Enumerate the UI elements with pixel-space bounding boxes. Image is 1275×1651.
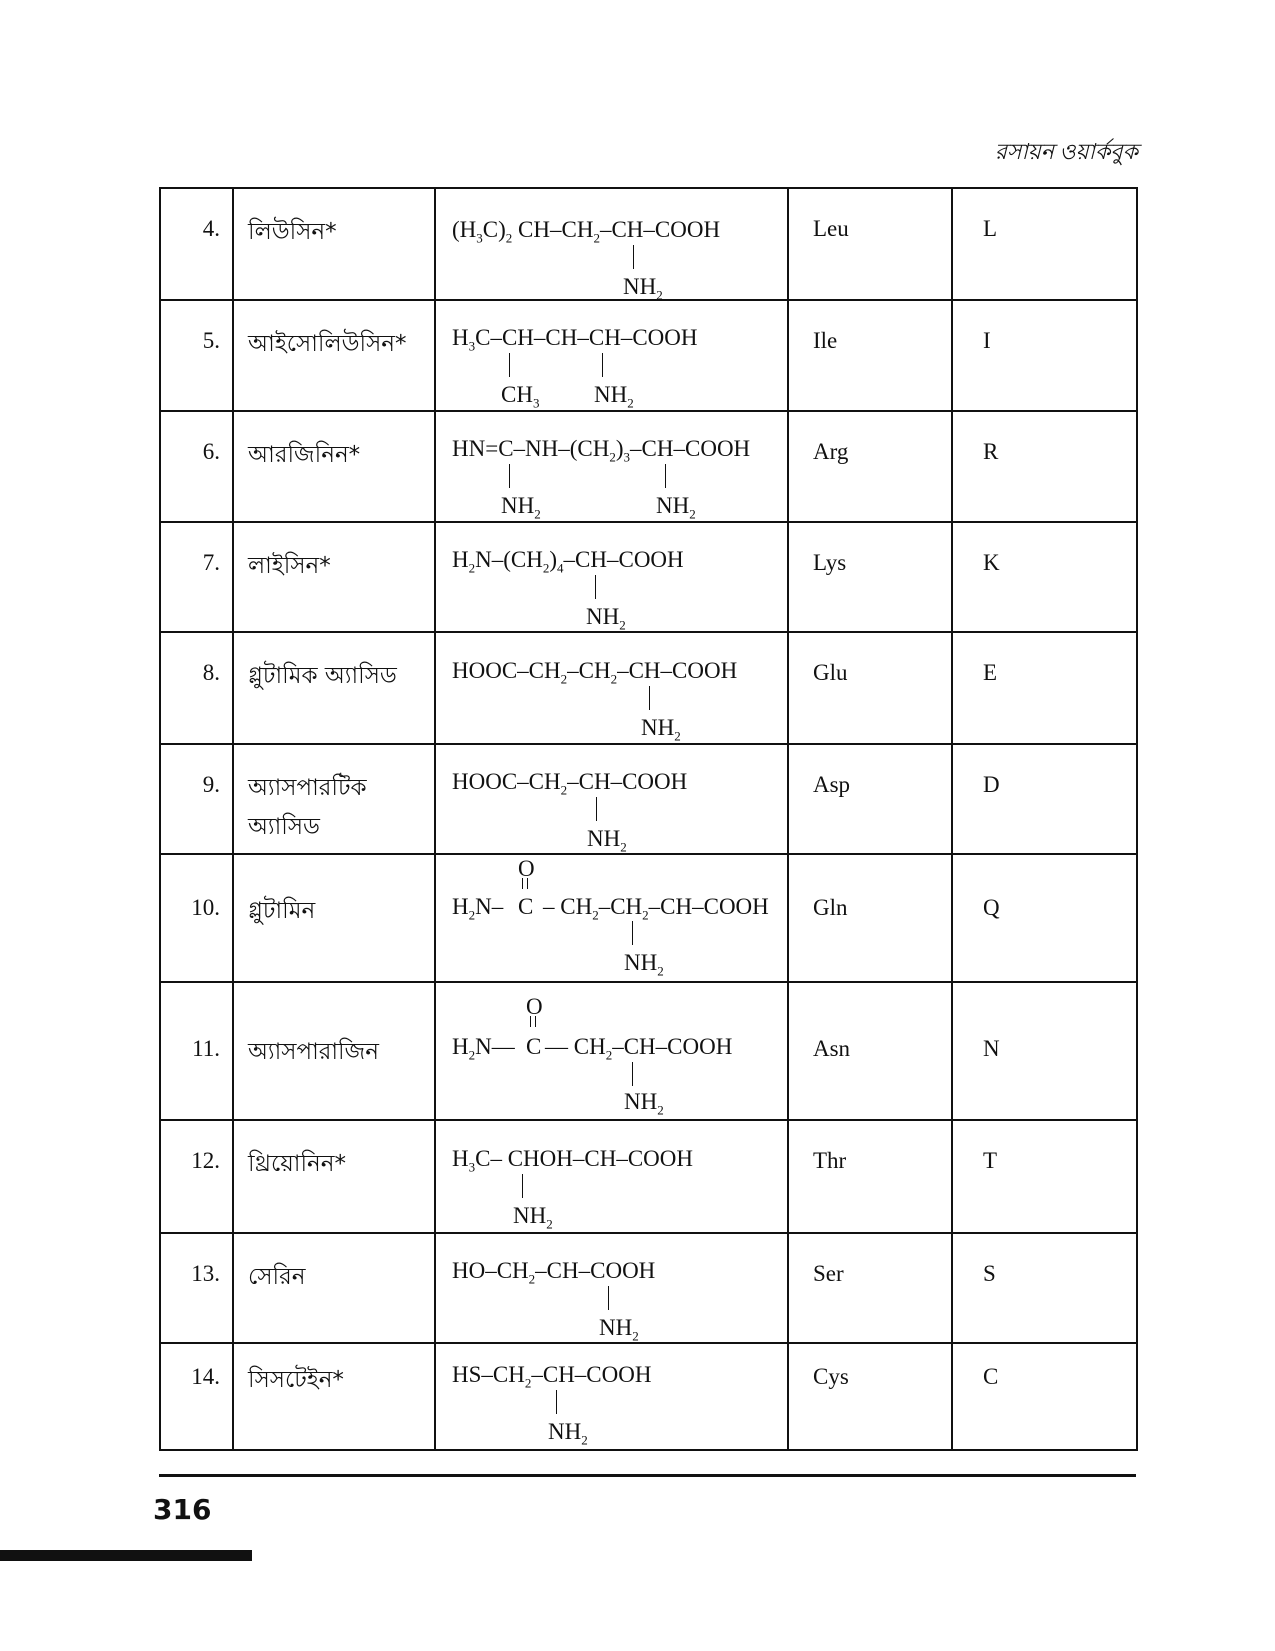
one-letter-code: Q	[952, 854, 1137, 982]
row-number: 14.	[160, 1343, 233, 1450]
one-letter-code: R	[952, 411, 1137, 522]
formula-main: $H_2N-(CH_2)_4-CH$–COOH	[452, 547, 684, 576]
table-row	[160, 1233, 1137, 1343]
carbonyl-oxygen: O	[518, 856, 535, 881]
row-number: 4.	[160, 188, 233, 300]
formula-substituent: $NH_2$	[586, 604, 626, 633]
structural-formula	[435, 300, 788, 411]
one-letter-code: I	[952, 300, 1137, 411]
amino-acid-name: সিসটেইন*	[233, 1343, 435, 1450]
amino-acid-name: লাইসিন*	[233, 522, 435, 632]
structural-formula	[435, 1233, 788, 1343]
structural-formula	[435, 744, 788, 854]
formula-main: HOOC–$CH_2-CH_2-CH$–COOH	[452, 658, 738, 687]
row-number: 7.	[160, 522, 233, 632]
amino-acid-name: আরজিনিন*	[233, 411, 435, 522]
formula-substituent: $NH_2$	[501, 493, 541, 522]
amino-acid-name: অ্যাসপারাজিন	[233, 982, 435, 1120]
three-letter-code: Gln	[788, 854, 952, 982]
carbonyl-carbon: C	[518, 894, 534, 919]
amino-acid-name: গ্লুটামিন	[233, 854, 435, 982]
structural-formula	[435, 522, 788, 632]
bond-line	[632, 1062, 633, 1086]
three-letter-code: Ser	[788, 1233, 952, 1343]
table-row	[160, 632, 1137, 744]
formula-substituent: $NH_2$	[594, 382, 634, 411]
one-letter-code: T	[952, 1120, 1137, 1233]
formula-substituent: $NH_2$	[623, 274, 663, 303]
table-row	[160, 744, 1137, 854]
one-letter-code: C	[952, 1343, 1137, 1450]
three-letter-code: Thr	[788, 1120, 952, 1233]
amino-acid-name: সেরিন	[233, 1233, 435, 1343]
formula-right: – $CH_2-CH_2-CH$–COOH	[543, 894, 769, 923]
amino-acid-table	[159, 187, 1138, 1451]
three-letter-code: Lys	[788, 522, 952, 632]
three-letter-code: Leu	[788, 188, 952, 300]
double-bond	[530, 1016, 536, 1027]
table-row	[160, 522, 1137, 632]
formula-left: $H_2N—$	[452, 1034, 515, 1063]
page-number: 316	[153, 1493, 212, 1526]
structural-formula	[435, 854, 788, 982]
formula-main: $(H_3C)_2$ $CH-CH_2-CH$–COOH	[452, 217, 721, 246]
table-row	[160, 300, 1137, 411]
formula-main: $HN=C-NH-(CH_2)_3-CH$–COOH	[452, 436, 751, 465]
three-letter-code: Cys	[788, 1343, 952, 1450]
row-number: 8.	[160, 632, 233, 744]
table-row	[160, 854, 1137, 982]
row-number: 6.	[160, 411, 233, 522]
running-header: রসায়ন ওয়ার্কবুক	[994, 139, 1138, 164]
structural-formula	[435, 1343, 788, 1450]
three-letter-code: Glu	[788, 632, 952, 744]
formula-main: $HS-CH_2-CH$–COOH	[452, 1362, 652, 1391]
structural-formula	[435, 982, 788, 1120]
bond-line	[665, 464, 666, 488]
bond-line	[608, 1286, 609, 1310]
bond-line	[509, 464, 510, 488]
one-letter-code: K	[952, 522, 1137, 632]
formula-substituent: $NH_2$	[624, 1089, 664, 1118]
one-letter-code: E	[952, 632, 1137, 744]
row-number: 11.	[160, 982, 233, 1120]
formula-substituent: $NH_2$	[624, 950, 664, 979]
row-number: 12.	[160, 1120, 233, 1233]
bond-line	[649, 686, 650, 710]
footer-bar	[0, 1550, 252, 1561]
formula-main: HOOC–$CH_2-CH$–COOH	[452, 769, 688, 798]
row-number: 10.	[160, 854, 233, 982]
three-letter-code: Arg	[788, 411, 952, 522]
bond-line	[596, 797, 597, 821]
bond-line	[632, 921, 633, 945]
bond-line	[602, 353, 603, 377]
row-number: 5.	[160, 300, 233, 411]
formula-main: $HO-CH_2-CH$–COOH	[452, 1258, 656, 1287]
formula-substituent: $NH_2$	[656, 493, 696, 522]
row-number: 9.	[160, 744, 233, 854]
bond-line	[556, 1390, 557, 1414]
formula-right: — $CH_2-CH$–COOH	[545, 1034, 733, 1063]
double-bond	[522, 878, 528, 889]
one-letter-code: N	[952, 982, 1137, 1120]
three-letter-code: Asp	[788, 744, 952, 854]
table-row	[160, 982, 1137, 1120]
amino-acid-name: লিউসিন*	[233, 188, 435, 300]
amino-acid-name: আইসোলিউসিন*	[233, 300, 435, 411]
carbonyl-oxygen: O	[526, 994, 543, 1019]
formula-substituent: $NH_2$	[599, 1315, 639, 1344]
formula-substituent: $NH_2$	[587, 826, 627, 855]
row-number: 13.	[160, 1233, 233, 1343]
amino-acid-name: অ্যাসপারটিক অ্যাসিড	[233, 744, 435, 854]
one-letter-code: D	[952, 744, 1137, 854]
formula-substituent: $NH_2$	[513, 1203, 553, 1232]
carbonyl-carbon: C	[526, 1034, 542, 1059]
table-row	[160, 1343, 1137, 1450]
formula-main: $H_3C-CH-CH-CH$–COOH	[452, 325, 698, 354]
table-row	[160, 188, 1137, 300]
three-letter-code: Asn	[788, 982, 952, 1120]
structural-formula	[435, 1120, 788, 1233]
three-letter-code: Ile	[788, 300, 952, 411]
bond-line	[595, 575, 596, 599]
one-letter-code: L	[952, 188, 1137, 300]
amino-acid-name: গ্লুটামিক অ্যাসিড	[233, 632, 435, 744]
formula-substituent: $NH_2$	[641, 715, 681, 744]
table-row	[160, 1120, 1137, 1233]
table-bottom-rule	[159, 1474, 1136, 1477]
formula-substituent: $CH_3$	[501, 382, 540, 411]
structural-formula	[435, 188, 788, 303]
formula-substituent: $NH_2$	[548, 1419, 588, 1448]
bond-line	[522, 1174, 523, 1198]
amino-acid-name: থ্রিয়োনিন*	[233, 1120, 435, 1233]
structural-formula	[435, 411, 788, 522]
table-row	[160, 411, 1137, 522]
bond-line	[509, 353, 510, 377]
formula-main: $H_3C-$ CHOH–CH–COOH	[452, 1146, 694, 1175]
structural-formula	[435, 632, 788, 744]
formula-left: $H_2N-$	[452, 894, 504, 923]
bond-line	[633, 245, 634, 269]
one-letter-code: S	[952, 1233, 1137, 1343]
